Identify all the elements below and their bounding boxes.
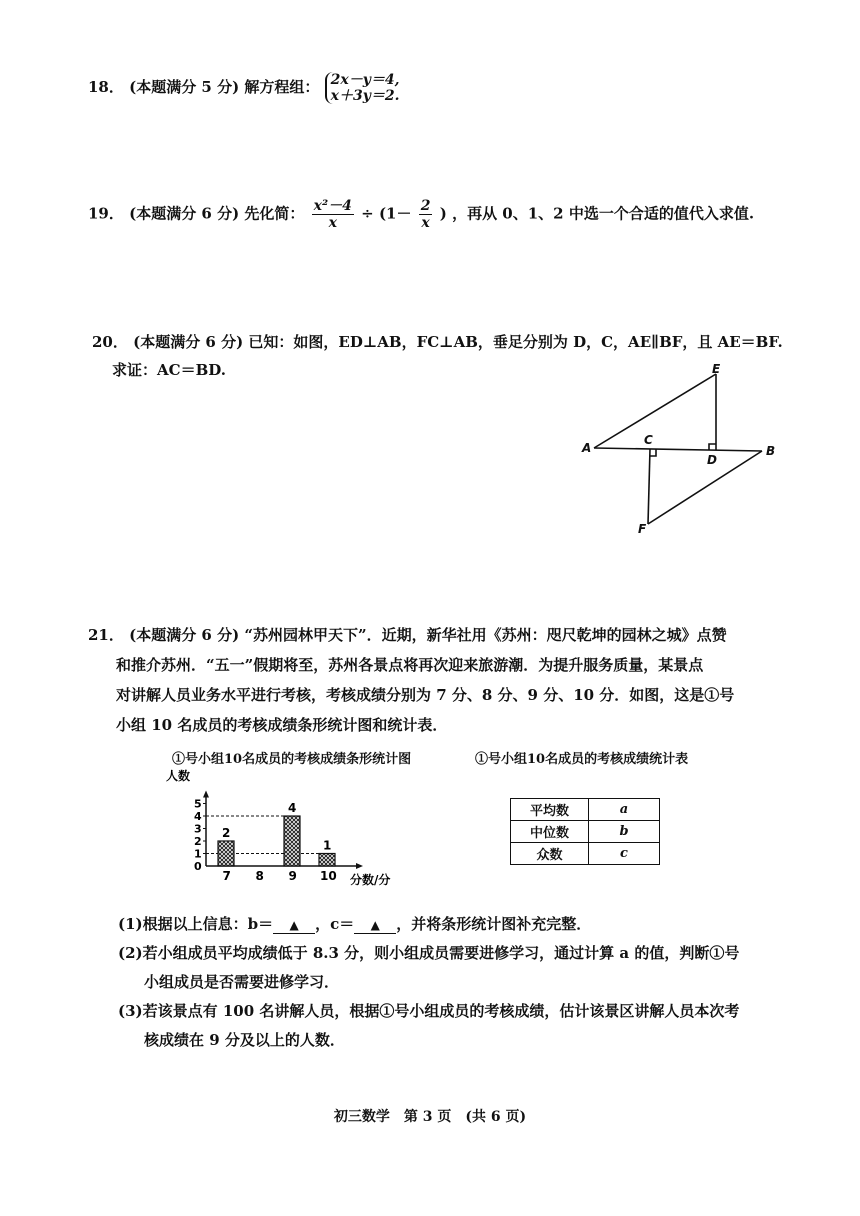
q18-stem: 解方程组： (244, 78, 320, 96)
q21-line-4: 小组 10 名成员的考核成绩条形统计图和统计表． (116, 716, 448, 734)
q21-score: (本题满分 6 分) (129, 626, 240, 644)
x-tick-label: 7 (222, 869, 231, 883)
x-tick-label: 9 (288, 869, 297, 883)
q21-sub3-line1: (3)若该景点有 100 名讲解人员，根据①号小组成员的考核成绩，估计该景区讲解人员本次考 (118, 1002, 740, 1020)
label-D: D (707, 453, 717, 467)
q19-paren-open: (1－ (378, 204, 412, 223)
q18-number: 18． (88, 78, 124, 96)
q19-paren-close: ) (439, 204, 447, 223)
q19-operator: ÷ (361, 204, 374, 223)
q21-sub3-line2: 核成绩在 9 分及以上的人数． (144, 1031, 345, 1049)
q21-sub1-mid: ，c＝ (315, 915, 355, 933)
stats-label: 中位数 (511, 821, 589, 843)
label-A: A (582, 441, 592, 455)
q19-number: 19． (88, 204, 124, 223)
x-axis-label: 分数/分 (350, 873, 391, 887)
q20-number: 20． (92, 333, 128, 351)
right-angle-mark-D (709, 444, 716, 450)
question-21 (88, 620, 808, 740)
label-B: B (766, 444, 776, 458)
bar (218, 841, 234, 866)
segment-FC (648, 449, 650, 524)
q21-line-2: 和推介苏州．“五一”假期将至，苏州各景点将再次迎来旅游潮．为提升服务质量，某景点 (116, 656, 704, 674)
stats-table (510, 798, 660, 865)
q18-equation-system (325, 72, 400, 104)
answer-blank-c[interactable]: ▲ (354, 917, 396, 934)
q19-frac1-numerator: x²－4 (313, 198, 352, 214)
q21-sub1-suffix: ，并将条形统计图补充完整． (396, 915, 592, 933)
q20-given: 已知：如图，ED⊥AB，FC⊥AB，垂足分别为 D，C，AE∥BF，且 AE＝BF. (248, 333, 783, 351)
x-tick-label: 10 (320, 869, 337, 883)
q19-fraction-1 (312, 198, 354, 231)
q19-fraction-2 (419, 198, 433, 231)
stats-row (511, 821, 660, 843)
q19-score: (本题满分 6 分) (129, 204, 240, 223)
segment-AE (594, 374, 716, 448)
q20-geometry-figure (580, 362, 780, 537)
stats-row (511, 799, 660, 821)
bar (284, 816, 300, 866)
q21-sub1-prefix: (1)根据以上信息：b＝ (118, 915, 274, 933)
bar (319, 854, 335, 867)
stats-label: 平均数 (511, 799, 589, 821)
label-C: C (644, 433, 653, 447)
q21-sub2-line1: (2)若小组成员平均成绩低于 8.3 分，则小组成员需要进修学习，通过计算 a 的值，判断①号 (118, 944, 740, 962)
question-18 (88, 72, 400, 104)
y-tick-label: 3 (194, 822, 202, 836)
x-tick-label: 8 (255, 869, 264, 883)
label-F: F (638, 522, 647, 536)
segment-AB (594, 448, 762, 451)
bar-data-label: 1 (323, 838, 332, 853)
q19-frac1-denominator: x (328, 215, 337, 231)
q19-frac2-denominator: x (421, 215, 430, 231)
q21-line1-text: “苏州园林甲天下”．近期，新华社用《苏州：咫尺乾坤的园林之城》点赞 (244, 626, 727, 644)
x-axis-arrow (356, 863, 363, 869)
q18-equation-2: x＋3y＝2. (330, 88, 400, 104)
y-tick-label: 4 (194, 810, 202, 823)
q21-number: 21． (88, 626, 124, 644)
chart-title: ①号小组10名成员的考核成绩条形统计图 (172, 752, 412, 767)
q21-subquestions (118, 910, 808, 1055)
stats-row (511, 843, 660, 865)
y-axis-label: 人数 (166, 769, 191, 783)
segment-BF (648, 451, 762, 524)
q20-given-line (92, 328, 812, 356)
q18-equation-1: 2x－y＝4, (330, 72, 400, 88)
y-tick-label: 1 (194, 847, 202, 861)
stats-value: c (589, 843, 660, 865)
stats-value: a (589, 799, 660, 821)
y-tick-label: 5 (194, 797, 202, 811)
q20-score: (本题满分 6 分) (133, 333, 244, 351)
y-tick-label: 2 (194, 835, 202, 848)
label-E: E (712, 362, 721, 376)
page-footer: 初三数学 第 3 页 (共 6 页) (333, 1109, 527, 1125)
q21-line-3: 对讲解人员业务水平进行考核，考核成绩分别为 7 分、8 分、9 分、10 分．如图，这是①号 (116, 686, 735, 704)
q19-frac2-numerator: 2 (420, 198, 431, 214)
answer-blank-b[interactable]: ▲ (273, 917, 315, 934)
stats-label: 众数 (511, 843, 589, 865)
q19-stem: 先化简： (244, 204, 305, 223)
q21-sub-1 (118, 910, 808, 939)
right-angle-mark-C (650, 449, 656, 456)
question-19 (88, 198, 754, 231)
bar-chart (160, 766, 460, 890)
bar-data-label: 4 (288, 801, 297, 815)
y-axis-arrow (203, 791, 209, 798)
table-title: ①号小组10名成员的考核成绩统计表 (475, 752, 689, 767)
q18-score: (本题满分 5 分) (129, 78, 240, 96)
q20-prove: 求证：AC＝BD. (112, 361, 226, 379)
y-tick-label: 0 (194, 860, 202, 873)
q21-sub2-line2: 小组成员是否需要进修学习． (144, 973, 340, 991)
bar-data-label: 2 (222, 826, 231, 840)
stats-value: b (589, 821, 660, 843)
q21-line-1 (88, 620, 808, 650)
q19-tail: ，再从 0、1、2 中选一个合适的值代入求值. (452, 204, 755, 223)
